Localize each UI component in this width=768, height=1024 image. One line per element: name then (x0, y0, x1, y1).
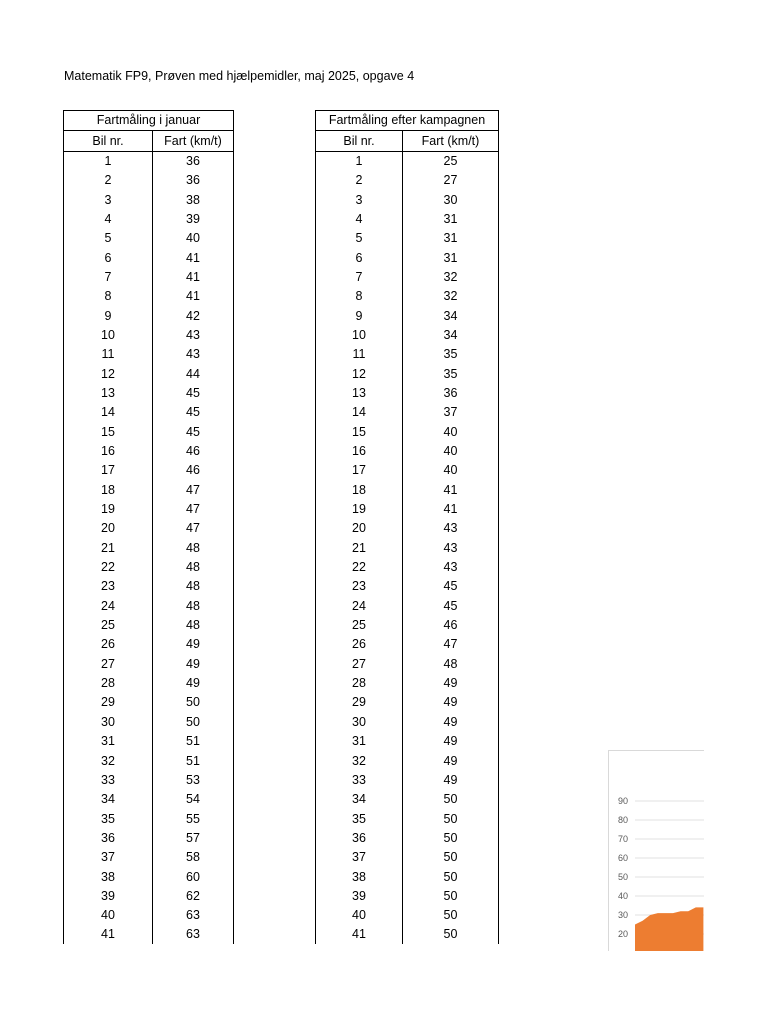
table-row (316, 364, 499, 383)
after-car-number-cell: 7 (316, 268, 403, 287)
after-speed-cell: 49 (403, 674, 499, 693)
after-speed-cell: 31 (403, 229, 499, 248)
after-speed-cell: 30 (403, 190, 499, 209)
january-speed-cell: 55 (153, 809, 234, 828)
table-row (64, 403, 234, 422)
after-speed-cell: 49 (403, 713, 499, 732)
after-speed-cell: 49 (403, 771, 499, 790)
january-speed-cell: 47 (153, 481, 234, 500)
january-speed-cell: 50 (153, 693, 234, 712)
table-row (64, 829, 234, 848)
january-speed-cell: 51 (153, 751, 234, 770)
after-table-caption: Fartmåling efter kampagnen (316, 111, 499, 131)
january-speed-cell: 63 (153, 906, 234, 925)
january-speed-cell: 41 (153, 268, 234, 287)
after-car-number-cell: 6 (316, 248, 403, 267)
january-car-number-cell: 15 (64, 423, 153, 442)
table-row (64, 519, 234, 538)
january-car-number-cell: 37 (64, 848, 153, 867)
after-car-number-cell: 15 (316, 423, 403, 442)
table-row (64, 790, 234, 809)
table-row (64, 867, 234, 886)
y-tick-label: 40 (618, 891, 629, 901)
january-car-number-cell: 14 (64, 403, 153, 422)
january-car-number-cell: 17 (64, 461, 153, 480)
after-car-number-cell: 32 (316, 751, 403, 770)
table-row (316, 151, 499, 171)
january-speed-cell: 54 (153, 790, 234, 809)
january-car-number-cell: 41 (64, 925, 153, 944)
table-row (316, 500, 499, 519)
january-col-car-header: Bil nr. (64, 131, 153, 151)
after-speed-cell: 43 (403, 519, 499, 538)
january-speed-cell: 47 (153, 500, 234, 519)
table-row (316, 867, 499, 886)
january-car-number-cell: 6 (64, 248, 153, 267)
after-car-number-cell: 5 (316, 229, 403, 248)
after-car-number-cell: 20 (316, 519, 403, 538)
january-speed-cell: 48 (153, 577, 234, 596)
y-tick-label: 30 (618, 910, 629, 920)
after-speed-cell: 40 (403, 442, 499, 461)
january-speed-cell: 45 (153, 384, 234, 403)
january-car-number-cell: 32 (64, 751, 153, 770)
y-tick-label: 80 (618, 815, 629, 825)
y-tick-label: 60 (618, 853, 629, 863)
table-row (316, 248, 499, 267)
january-speed-cell: 60 (153, 867, 234, 886)
january-speed-cell: 41 (153, 287, 234, 306)
page-title: Matematik FP9, Prøven med hjælpemidler, maj 2025, opgave 4 (64, 69, 415, 83)
after-speed-cell: 47 (403, 635, 499, 654)
january-speed-cell: 49 (153, 674, 234, 693)
table-row (64, 151, 234, 171)
after-speed-cell: 48 (403, 655, 499, 674)
january-car-number-cell: 7 (64, 268, 153, 287)
table-row (316, 461, 499, 480)
after-car-number-cell: 14 (316, 403, 403, 422)
after-speed-cell: 45 (403, 577, 499, 596)
after-car-number-cell: 40 (316, 906, 403, 925)
table-row (64, 616, 234, 635)
after-speed-cell: 35 (403, 364, 499, 383)
table-row (64, 732, 234, 751)
after-speed-cell: 40 (403, 461, 499, 480)
table-row (316, 539, 499, 558)
january-speed-cell: 48 (153, 558, 234, 577)
table-row (316, 190, 499, 209)
january-speed-cell: 36 (153, 171, 234, 190)
after-speed-cell: 37 (403, 403, 499, 422)
january-speed-cell: 43 (153, 326, 234, 345)
table-row (316, 229, 499, 248)
table-row (316, 287, 499, 306)
after-car-number-cell: 31 (316, 732, 403, 751)
january-car-number-cell: 12 (64, 364, 153, 383)
after-speed-cell: 49 (403, 732, 499, 751)
table-row (316, 384, 499, 403)
after-car-number-cell: 33 (316, 771, 403, 790)
after-speed-cell: 43 (403, 539, 499, 558)
table-row (64, 461, 234, 480)
january-car-number-cell: 28 (64, 674, 153, 693)
table-row (316, 597, 499, 616)
table-row (316, 906, 499, 925)
after-col-speed-header: Fart (km/t) (403, 131, 499, 151)
after-speed-cell: 31 (403, 210, 499, 229)
after-car-number-cell: 26 (316, 635, 403, 654)
january-speed-cell: 57 (153, 829, 234, 848)
table-row (316, 345, 499, 364)
january-car-number-cell: 27 (64, 655, 153, 674)
table-row (64, 906, 234, 925)
table-row (64, 635, 234, 654)
after-speed-cell: 25 (403, 151, 499, 171)
table-row (64, 539, 234, 558)
after-car-number-cell: 17 (316, 461, 403, 480)
after-car-number-cell: 34 (316, 790, 403, 809)
table-row (316, 713, 499, 732)
table-row (316, 268, 499, 287)
january-car-number-cell: 21 (64, 539, 153, 558)
table-row (64, 210, 234, 229)
table-row (316, 655, 499, 674)
table-row (316, 732, 499, 751)
table-row (64, 190, 234, 209)
january-car-number-cell: 19 (64, 500, 153, 519)
table-row (64, 326, 234, 345)
after-car-number-cell: 22 (316, 558, 403, 577)
table-row (316, 423, 499, 442)
january-speed-cell: 46 (153, 461, 234, 480)
table-row (316, 442, 499, 461)
after-car-number-cell: 37 (316, 848, 403, 867)
after-car-number-cell: 25 (316, 616, 403, 635)
after-speed-cell: 50 (403, 790, 499, 809)
after-car-number-cell: 13 (316, 384, 403, 403)
y-tick-label: 90 (618, 796, 629, 806)
after-speed-cell: 32 (403, 268, 499, 287)
january-speed-cell: 41 (153, 248, 234, 267)
after-speed-cell: 27 (403, 171, 499, 190)
january-speed-cell: 45 (153, 403, 234, 422)
chart-area-series (635, 907, 703, 951)
after-speed-cell: 50 (403, 848, 499, 867)
after-car-number-cell: 3 (316, 190, 403, 209)
january-car-number-cell: 35 (64, 809, 153, 828)
january-car-number-cell: 30 (64, 713, 153, 732)
table-row (64, 384, 234, 403)
january-car-number-cell: 22 (64, 558, 153, 577)
after-speed-cell: 31 (403, 248, 499, 267)
after-speed-cell: 43 (403, 558, 499, 577)
table-row (316, 577, 499, 596)
after-speed-cell: 49 (403, 693, 499, 712)
january-car-number-cell: 34 (64, 790, 153, 809)
after-car-number-cell: 18 (316, 481, 403, 500)
after-car-number-cell: 23 (316, 577, 403, 596)
speed-area-chart[interactable] (608, 750, 704, 951)
y-tick-label: 50 (618, 872, 629, 882)
january-speed-cell: 63 (153, 925, 234, 944)
january-speed-cell: 47 (153, 519, 234, 538)
after-campaign-speed-table (315, 110, 499, 944)
after-car-number-cell: 19 (316, 500, 403, 519)
january-car-number-cell: 26 (64, 635, 153, 654)
january-table-caption: Fartmåling i januar (64, 111, 234, 131)
y-tick-label: 20 (618, 929, 629, 939)
after-car-number-cell: 38 (316, 867, 403, 886)
january-speed-cell: 40 (153, 229, 234, 248)
table-row (64, 287, 234, 306)
after-car-number-cell: 12 (316, 364, 403, 383)
table-row (64, 558, 234, 577)
after-speed-cell: 35 (403, 345, 499, 364)
after-car-number-cell: 24 (316, 597, 403, 616)
after-car-number-cell: 35 (316, 809, 403, 828)
january-car-number-cell: 8 (64, 287, 153, 306)
table-row (316, 674, 499, 693)
after-speed-cell: 50 (403, 925, 499, 944)
after-speed-cell: 40 (403, 423, 499, 442)
january-car-number-cell: 40 (64, 906, 153, 925)
january-speed-cell: 53 (153, 771, 234, 790)
table-row (64, 268, 234, 287)
after-speed-cell: 50 (403, 829, 499, 848)
after-car-number-cell: 16 (316, 442, 403, 461)
january-speed-cell: 49 (153, 635, 234, 654)
table-row (316, 693, 499, 712)
after-speed-cell: 41 (403, 481, 499, 500)
january-speed-cell: 45 (153, 423, 234, 442)
table-row (316, 616, 499, 635)
table-row (316, 635, 499, 654)
table-row (64, 809, 234, 828)
table-row (64, 577, 234, 596)
after-car-number-cell: 27 (316, 655, 403, 674)
after-speed-cell: 50 (403, 809, 499, 828)
table-row (64, 345, 234, 364)
january-car-number-cell: 39 (64, 887, 153, 906)
january-speed-cell: 48 (153, 616, 234, 635)
january-car-number-cell: 10 (64, 326, 153, 345)
january-car-number-cell: 36 (64, 829, 153, 848)
table-row (64, 500, 234, 519)
january-car-number-cell: 4 (64, 210, 153, 229)
january-speed-cell: 36 (153, 151, 234, 171)
after-car-number-cell: 8 (316, 287, 403, 306)
table-row (64, 751, 234, 770)
table-row (316, 210, 499, 229)
january-speed-cell: 48 (153, 539, 234, 558)
after-speed-cell: 49 (403, 751, 499, 770)
table-row (64, 674, 234, 693)
january-car-number-cell: 20 (64, 519, 153, 538)
january-car-number-cell: 11 (64, 345, 153, 364)
table-row (64, 771, 234, 790)
table-row (64, 248, 234, 267)
january-car-number-cell: 1 (64, 151, 153, 171)
table-row (64, 848, 234, 867)
table-row (64, 423, 234, 442)
january-speed-cell: 42 (153, 306, 234, 325)
table-row (316, 809, 499, 828)
table-row (316, 403, 499, 422)
january-car-number-cell: 23 (64, 577, 153, 596)
january-speed-cell: 49 (153, 655, 234, 674)
january-speed-cell: 46 (153, 442, 234, 461)
january-col-speed-header: Fart (km/t) (153, 131, 234, 151)
table-row (316, 306, 499, 325)
january-car-number-cell: 9 (64, 306, 153, 325)
after-speed-cell: 32 (403, 287, 499, 306)
january-car-number-cell: 24 (64, 597, 153, 616)
january-speed-cell: 44 (153, 364, 234, 383)
january-car-number-cell: 18 (64, 481, 153, 500)
after-car-number-cell: 4 (316, 210, 403, 229)
after-car-number-cell: 28 (316, 674, 403, 693)
january-car-number-cell: 29 (64, 693, 153, 712)
table-row (64, 481, 234, 500)
january-speed-cell: 48 (153, 597, 234, 616)
january-speed-cell: 43 (153, 345, 234, 364)
chart-svg (609, 751, 704, 951)
january-speed-cell: 50 (153, 713, 234, 732)
after-car-number-cell: 41 (316, 925, 403, 944)
after-car-number-cell: 11 (316, 345, 403, 364)
table-row (64, 364, 234, 383)
table-row (316, 771, 499, 790)
after-car-number-cell: 39 (316, 887, 403, 906)
after-car-number-cell: 9 (316, 306, 403, 325)
after-car-number-cell: 21 (316, 539, 403, 558)
table-row (316, 790, 499, 809)
january-car-number-cell: 25 (64, 616, 153, 635)
after-speed-cell: 34 (403, 326, 499, 345)
table-row (316, 829, 499, 848)
table-row (64, 597, 234, 616)
january-car-number-cell: 16 (64, 442, 153, 461)
january-car-number-cell: 3 (64, 190, 153, 209)
table-row (64, 171, 234, 190)
after-speed-cell: 36 (403, 384, 499, 403)
table-row (316, 558, 499, 577)
after-car-number-cell: 2 (316, 171, 403, 190)
table-row (316, 887, 499, 906)
after-speed-cell: 34 (403, 306, 499, 325)
january-car-number-cell: 5 (64, 229, 153, 248)
january-car-number-cell: 33 (64, 771, 153, 790)
after-speed-cell: 50 (403, 887, 499, 906)
january-car-number-cell: 13 (64, 384, 153, 403)
january-car-number-cell: 31 (64, 732, 153, 751)
after-col-car-header: Bil nr. (316, 131, 403, 151)
table-row (64, 655, 234, 674)
table-row (316, 481, 499, 500)
table-row (64, 229, 234, 248)
table-row (64, 306, 234, 325)
after-car-number-cell: 30 (316, 713, 403, 732)
after-car-number-cell: 1 (316, 151, 403, 171)
after-speed-cell: 46 (403, 616, 499, 635)
after-speed-cell: 50 (403, 906, 499, 925)
table-row (316, 171, 499, 190)
january-speed-cell: 51 (153, 732, 234, 751)
table-row (64, 887, 234, 906)
after-car-number-cell: 10 (316, 326, 403, 345)
table-row (64, 442, 234, 461)
table-row (316, 925, 499, 944)
january-speed-cell: 39 (153, 210, 234, 229)
table-row (316, 519, 499, 538)
january-speed-cell: 58 (153, 848, 234, 867)
january-speed-cell: 38 (153, 190, 234, 209)
table-row (316, 751, 499, 770)
january-car-number-cell: 2 (64, 171, 153, 190)
after-car-number-cell: 36 (316, 829, 403, 848)
after-speed-cell: 50 (403, 867, 499, 886)
y-tick-label: 70 (618, 834, 629, 844)
january-speed-table (63, 110, 234, 944)
table-row (64, 713, 234, 732)
table-row (64, 693, 234, 712)
january-speed-cell: 62 (153, 887, 234, 906)
january-car-number-cell: 38 (64, 867, 153, 886)
table-row (64, 925, 234, 944)
after-speed-cell: 45 (403, 597, 499, 616)
after-speed-cell: 41 (403, 500, 499, 519)
table-row (316, 326, 499, 345)
after-car-number-cell: 29 (316, 693, 403, 712)
table-row (316, 848, 499, 867)
